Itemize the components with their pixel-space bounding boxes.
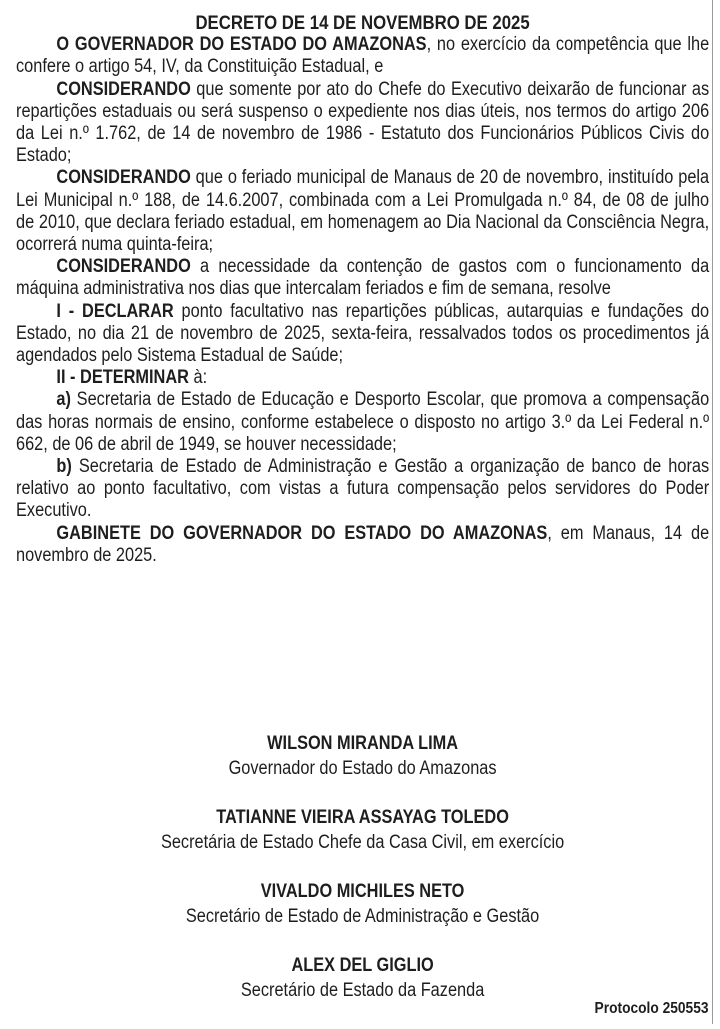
paragraph-considerando-2 — [16, 167, 709, 256]
signature-block — [16, 807, 709, 854]
signatory-role: Secretária de Estado Chefe da Casa Civil, em exercício — [160, 832, 565, 853]
decree-body — [16, 12, 709, 567]
paragraph-lead: CONSIDERANDO — [56, 256, 191, 278]
signature-block — [16, 881, 709, 928]
signature-block — [16, 733, 709, 780]
paragraph-item-b — [16, 456, 709, 523]
paragraph-text: que somente por ato do Chefe do Executivo deixarão de funcionar as repartições estaduais ou será suspenso o expediente nos dias úteis, nos termos do artigo 206 da Lei n.º 1.762, de 14 de novembro de 1986 - Estatuto dos Funcionários Públicos Civis do Estado; — [16, 78, 710, 167]
paragraph-text: à: — [188, 367, 208, 389]
paragraph-text: Secretaria de Estado de Administração e Gestão a organização de banco de horas relativo ao ponto facultativo, com vistas a futura compensação pelos servidores do Poder Executivo. — [16, 456, 710, 522]
signatory-name: WILSON MIRANDA LIMA — [267, 733, 459, 754]
paragraph-lead: GABINETE DO GOVERNADOR DO ESTADO DO AMAZONAS — [56, 522, 548, 544]
signatory-role: Secretário de Estado da Fazenda — [240, 980, 485, 1001]
paragraph-text: ponto facultativo nas repartições públicas, autarquias e fundações do Estado, no dia 21 de novembro de 2025, sexta-feira, ressalvados todos os procedimentos já agendados pelo Sistema Estadual de Saúde; — [16, 300, 710, 367]
paragraph-lead: a) — [56, 389, 71, 411]
paragraph-text: , em Manaus, 14 de novembro de 2025. — [16, 522, 710, 566]
paragraph-gabinete — [16, 523, 709, 567]
paragraph-text: Secretaria de Estado de Educação e Desporto Escolar, que promova a compensação das horas normais de ensino, conforme estabelece o disposto no artigo 3.º da Lei Federal n.º 662, de 06 de abril de 1949, se houver necessidade; — [16, 389, 710, 455]
paragraph-lead: CONSIDERANDO — [56, 78, 191, 100]
signatory-name: VIVALDO MICHILES NETO — [260, 881, 465, 902]
paragraph-considerando-3 — [16, 256, 709, 300]
signatory-name: ALEX DEL GIGLIO — [291, 955, 434, 976]
signatures — [16, 733, 709, 1029]
paragraph-text: , no exercício da competência que lhe confere o artigo 54, IV, da Constituição Estadual, e — [16, 34, 710, 78]
paragraph-considerando-1 — [16, 79, 709, 168]
paragraph-text: a necessidade da contenção de gastos com o funcionamento da máquina administrativa nos dias que intercalam feriados e fim de semana, resolve — [16, 256, 710, 300]
signatory-role: Secretário de Estado de Administração e Gestão — [185, 906, 540, 927]
paragraph-lead: II - DETERMINAR — [56, 367, 189, 389]
signatory-role: Governador do Estado do Amazonas — [228, 758, 497, 779]
paragraph-article-2 — [16, 367, 709, 389]
signature-block — [16, 955, 709, 1002]
column-divider — [712, 0, 713, 1024]
protocol-number: Protocolo 250553 — [594, 1000, 708, 1017]
decree-title: DECRETO DE 14 DE NOVEMBRO DE 2025 — [195, 12, 530, 34]
paragraph-preamble — [16, 34, 709, 78]
paragraph-lead: b) — [56, 456, 72, 478]
paragraph-lead: O GOVERNADOR DO ESTADO DO AMAZONAS — [56, 34, 427, 56]
paragraph-article-1 — [16, 301, 709, 368]
paragraph-item-a — [16, 389, 709, 456]
paragraph-lead: I - DECLARAR — [56, 300, 174, 322]
signatory-name: TATIANNE VIEIRA ASSAYAG TOLEDO — [216, 807, 509, 828]
paragraph-lead: CONSIDERANDO — [56, 167, 191, 189]
paragraph-text: que o feriado municipal de Manaus de 20 de novembro, instituído pela Lei Municipal n.º 188, de 14.6.2007, combinada com a Lei Promulgada n.º 84, de 08 de julho de 2010, que declara feriado estadual, em homenagem ao Dia Nacional da Consciência Negra, ocorrerá numa quinta-feira; — [16, 167, 710, 256]
